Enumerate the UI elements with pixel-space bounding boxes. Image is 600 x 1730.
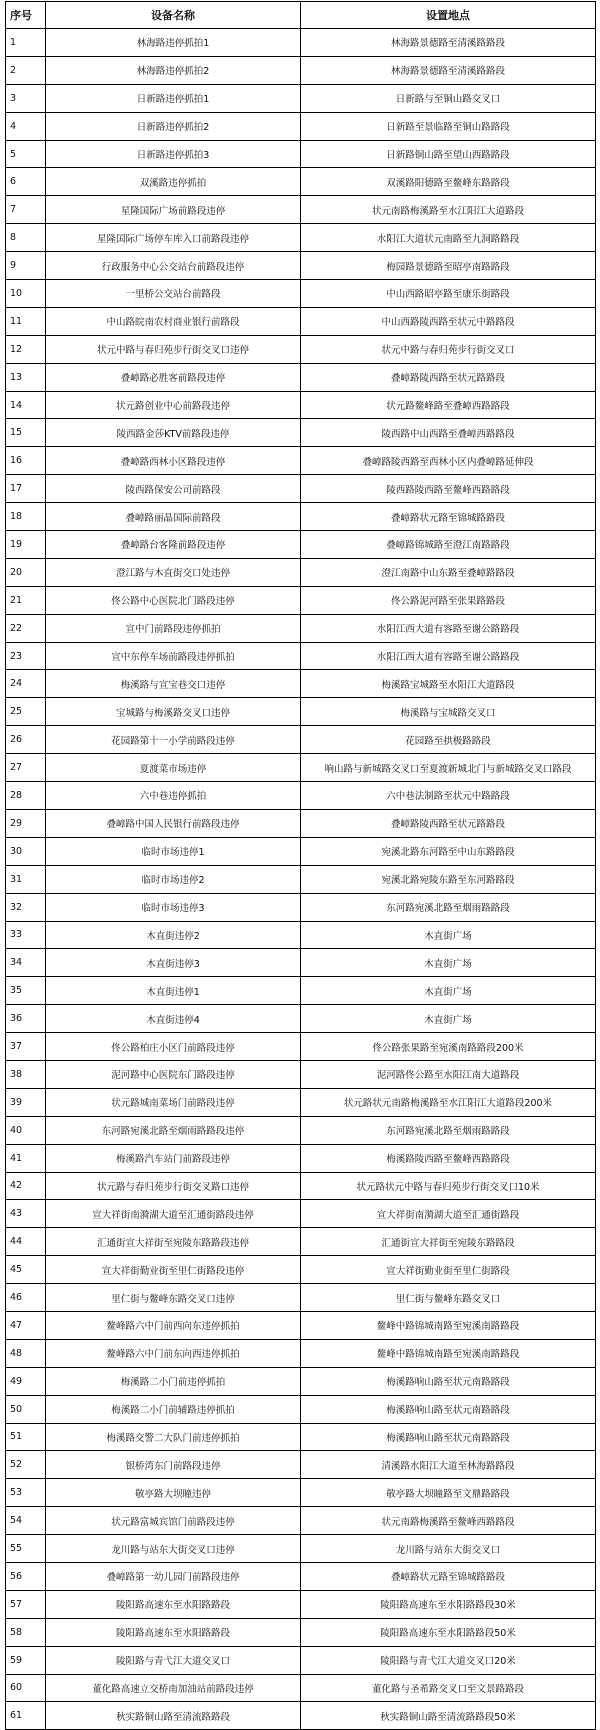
row-location: 龙川路与站东大街交叉口 bbox=[301, 1535, 596, 1563]
row-index: 11 bbox=[6, 307, 46, 335]
row-device-name: 状元路城南菜场门前路段违停 bbox=[46, 1088, 301, 1116]
table-row bbox=[6, 809, 596, 837]
row-location: 叠嶂路状元路至锦城路路段 bbox=[301, 1562, 596, 1590]
row-device-name: 陵西路金莎KTV前路段违停 bbox=[46, 419, 301, 447]
row-location: 梅溪路响山路至状元南路路段 bbox=[301, 1367, 596, 1395]
table-row bbox=[6, 642, 596, 670]
row-device-name: 宣大祥街南漪湖大道至汇通街路段违停 bbox=[46, 1200, 301, 1228]
row-index: 5 bbox=[6, 140, 46, 168]
table-row bbox=[6, 280, 596, 308]
row-device-name: 梅溪路二小门前辅路违停抓拍 bbox=[46, 1395, 301, 1423]
row-index: 36 bbox=[6, 1005, 46, 1033]
row-device-name: 梅溪路交警二大队门前违停抓拍 bbox=[46, 1423, 301, 1451]
row-location: 状元南路梅溪路至水江阳江大道路段 bbox=[301, 196, 596, 224]
row-index: 50 bbox=[6, 1395, 46, 1423]
row-device-name: 叠嶂路台客隆前路段违停 bbox=[46, 531, 301, 559]
row-device-name: 临时市场违停2 bbox=[46, 865, 301, 893]
row-index: 24 bbox=[6, 670, 46, 698]
table-row bbox=[6, 1088, 596, 1116]
row-location: 木直街广场 bbox=[301, 921, 596, 949]
table-row bbox=[6, 1423, 596, 1451]
table-row bbox=[6, 1060, 596, 1088]
row-location: 清溪路水阳江大道至林海路路段 bbox=[301, 1451, 596, 1479]
row-index: 27 bbox=[6, 754, 46, 782]
row-index: 43 bbox=[6, 1200, 46, 1228]
row-device-name: 叠嶂路西林小区路段违停 bbox=[46, 447, 301, 475]
row-device-name: 宝城路与梅溪路交叉口违停 bbox=[46, 698, 301, 726]
row-device-name: 梅溪路与宣宝巷交口违停 bbox=[46, 670, 301, 698]
row-location: 日新路铜山路至望山西路路段 bbox=[301, 140, 596, 168]
row-location: 双溪路阳德路至鳌峰东路路段 bbox=[301, 168, 596, 196]
row-index: 57 bbox=[6, 1590, 46, 1618]
row-index: 39 bbox=[6, 1088, 46, 1116]
row-location: 秋实路铜山路至清流路路段50米 bbox=[301, 1702, 596, 1730]
row-device-name: 佟公路中心医院北门路段违停 bbox=[46, 586, 301, 614]
row-device-name: 宣中东停车场前路段违停抓拍 bbox=[46, 642, 301, 670]
header-device-name: 设备名称 bbox=[46, 2, 301, 29]
row-device-name: 叠嶂路必胜客前路段违停 bbox=[46, 363, 301, 391]
row-device-name: 里仁街与鳌峰东路交叉口违停 bbox=[46, 1284, 301, 1312]
table-row bbox=[6, 140, 596, 168]
table-row bbox=[6, 949, 596, 977]
row-index: 7 bbox=[6, 196, 46, 224]
row-device-name: 叠嶂路第一幼儿园门前路段违停 bbox=[46, 1562, 301, 1590]
row-device-name: 秋实路铜山路至清流路路段 bbox=[46, 1702, 301, 1730]
row-index: 29 bbox=[6, 809, 46, 837]
row-location: 响山路与新城路交叉口至夏渡新城北门与新城路交叉口路段 bbox=[301, 754, 596, 782]
row-index: 6 bbox=[6, 168, 46, 196]
row-index: 26 bbox=[6, 726, 46, 754]
table-row bbox=[6, 614, 596, 642]
table-row bbox=[6, 1172, 596, 1200]
row-location: 状元路状元中路与春归苑步行街交叉口10米 bbox=[301, 1172, 596, 1200]
table-row bbox=[6, 224, 596, 252]
table-row bbox=[6, 168, 596, 196]
row-index: 1 bbox=[6, 29, 46, 57]
table-row bbox=[6, 503, 596, 531]
row-index: 32 bbox=[6, 893, 46, 921]
table-row bbox=[6, 335, 596, 363]
row-index: 48 bbox=[6, 1339, 46, 1367]
row-device-name: 陵西路保安公司前路段 bbox=[46, 475, 301, 503]
row-index: 30 bbox=[6, 837, 46, 865]
table-header-row bbox=[6, 2, 596, 29]
table-row bbox=[6, 837, 596, 865]
table-row bbox=[6, 1395, 596, 1423]
row-location: 状元南路梅溪路至鳌峰西路路段 bbox=[301, 1507, 596, 1535]
row-device-name: 行政服务中心公交站台前路段违停 bbox=[46, 252, 301, 280]
row-index: 51 bbox=[6, 1423, 46, 1451]
row-device-name: 鳌峰路六中门前东向西违停抓拍 bbox=[46, 1339, 301, 1367]
table-row bbox=[6, 1562, 596, 1590]
row-location: 林海路景德路至清溪路路段 bbox=[301, 29, 596, 57]
row-device-name: 东河路宛溪北路至烟雨路路段违停 bbox=[46, 1116, 301, 1144]
row-location: 陵阳路高速东至水阳路路段30米 bbox=[301, 1590, 596, 1618]
row-location: 汇通街宣大祥街至宛陵东路路段 bbox=[301, 1228, 596, 1256]
row-location: 日新路与至铜山路交叉口 bbox=[301, 84, 596, 112]
row-location: 东河路宛溪北路至烟雨路路段 bbox=[301, 893, 596, 921]
row-location: 宣大祥街南漪湖大道至汇通街路段 bbox=[301, 1200, 596, 1228]
row-index: 34 bbox=[6, 949, 46, 977]
row-location: 敬亭路大坝瞳路至文鼎路路段 bbox=[301, 1479, 596, 1507]
row-index: 2 bbox=[6, 56, 46, 84]
row-device-name: 双溪路违停抓拍 bbox=[46, 168, 301, 196]
table-row bbox=[6, 1479, 596, 1507]
row-index: 49 bbox=[6, 1367, 46, 1395]
row-device-name: 鳌峰路六中门前西向东违停抓拍 bbox=[46, 1311, 301, 1339]
row-index: 16 bbox=[6, 447, 46, 475]
table-row bbox=[6, 1535, 596, 1563]
row-location: 鳌峰中路锦城南路至宛溪南路路段 bbox=[301, 1339, 596, 1367]
row-device-name: 木直街违停1 bbox=[46, 977, 301, 1005]
table-row bbox=[6, 447, 596, 475]
row-location: 佟公路张果路至宛溪南路路段200米 bbox=[301, 1033, 596, 1061]
row-location: 状元中路与春归苑步行街交叉口 bbox=[301, 335, 596, 363]
row-location: 鳌峰中路锦城南路至宛溪南路路段 bbox=[301, 1311, 596, 1339]
row-location: 状元路状元南路梅溪路至水江阳江大道路段200米 bbox=[301, 1088, 596, 1116]
row-location: 叠嶂路陵西路至状元路路段 bbox=[301, 363, 596, 391]
row-device-name: 状元路创业中心前路段违停 bbox=[46, 391, 301, 419]
row-device-name: 日新路违停抓拍2 bbox=[46, 112, 301, 140]
table-row bbox=[6, 1284, 596, 1312]
row-index: 37 bbox=[6, 1033, 46, 1061]
table-row bbox=[6, 1200, 596, 1228]
row-location: 六中巷法制路至状元中路路段 bbox=[301, 782, 596, 810]
row-index: 18 bbox=[6, 503, 46, 531]
table-row bbox=[6, 1507, 596, 1535]
table-row bbox=[6, 1451, 596, 1479]
table-row bbox=[6, 1702, 596, 1730]
table-row bbox=[6, 726, 596, 754]
row-device-name: 星隆国际广场前路段违停 bbox=[46, 196, 301, 224]
table-row bbox=[6, 558, 596, 586]
row-index: 22 bbox=[6, 614, 46, 642]
row-location: 宛溪北路东河路至中山东路路段 bbox=[301, 837, 596, 865]
row-device-name: 中山路皖南农村商业银行前路段 bbox=[46, 307, 301, 335]
table-row bbox=[6, 1367, 596, 1395]
row-location: 水阳江西大道有容路至谢公路路段 bbox=[301, 614, 596, 642]
row-index: 31 bbox=[6, 865, 46, 893]
table-row bbox=[6, 84, 596, 112]
row-location: 木直街广场 bbox=[301, 1005, 596, 1033]
row-location: 水阳江大道状元南路至九洞路路段 bbox=[301, 224, 596, 252]
table-row bbox=[6, 1144, 596, 1172]
table-row bbox=[6, 112, 596, 140]
row-device-name: 叠嶂路丽晶国际前路段 bbox=[46, 503, 301, 531]
table-row bbox=[6, 921, 596, 949]
row-device-name: 泥河路中心医院东门路段违停 bbox=[46, 1060, 301, 1088]
table-row bbox=[6, 531, 596, 559]
row-index: 47 bbox=[6, 1311, 46, 1339]
row-index: 23 bbox=[6, 642, 46, 670]
row-index: 41 bbox=[6, 1144, 46, 1172]
row-index: 54 bbox=[6, 1507, 46, 1535]
row-device-name: 临时市场违停3 bbox=[46, 893, 301, 921]
row-index: 40 bbox=[6, 1116, 46, 1144]
row-device-name: 澄江路与木直街交口处违停 bbox=[46, 558, 301, 586]
row-index: 19 bbox=[6, 531, 46, 559]
table-body bbox=[6, 29, 596, 1730]
row-device-name: 宣中门前路段违停抓拍 bbox=[46, 614, 301, 642]
row-location: 陵西路陵西路至鳌峰西路路段 bbox=[301, 475, 596, 503]
table-row bbox=[6, 1033, 596, 1061]
row-location: 宣大祥街勤业街至里仁街路段 bbox=[301, 1256, 596, 1284]
row-index: 14 bbox=[6, 391, 46, 419]
row-index: 60 bbox=[6, 1674, 46, 1702]
row-device-name: 陵阳路高速东至水阳路路段 bbox=[46, 1618, 301, 1646]
row-device-name: 临时市场违停1 bbox=[46, 837, 301, 865]
row-location: 叠嶂路陵西路至西林小区内叠嶂路延伸段 bbox=[301, 447, 596, 475]
row-device-name: 花园路第十一小学前路段违停 bbox=[46, 726, 301, 754]
row-index: 52 bbox=[6, 1451, 46, 1479]
table-row bbox=[6, 1674, 596, 1702]
table-row bbox=[6, 893, 596, 921]
header-location: 设置地点 bbox=[301, 2, 596, 29]
row-location: 状元路鳌峰路至叠嶂西路路段 bbox=[301, 391, 596, 419]
row-device-name: 梅溪路汽车站门前路段违停 bbox=[46, 1144, 301, 1172]
row-index: 56 bbox=[6, 1562, 46, 1590]
table-row bbox=[6, 754, 596, 782]
table-row bbox=[6, 252, 596, 280]
row-index: 38 bbox=[6, 1060, 46, 1088]
row-device-name: 陵阳路与青弋江大道交叉口 bbox=[46, 1646, 301, 1674]
table-row bbox=[6, 391, 596, 419]
row-location: 梅溪路宝城路至水阳江大道路段 bbox=[301, 670, 596, 698]
row-location: 中山西路昭亭路至康乐街路段 bbox=[301, 280, 596, 308]
table-row bbox=[6, 1311, 596, 1339]
row-device-name: 汇通街宣大祥街至宛陵东路路段违停 bbox=[46, 1228, 301, 1256]
row-device-name: 夏渡菜市场违停 bbox=[46, 754, 301, 782]
row-index: 10 bbox=[6, 280, 46, 308]
row-device-name: 龙川路与站东大街交叉口违停 bbox=[46, 1535, 301, 1563]
row-device-name: 梅溪路二小门前违停抓拍 bbox=[46, 1367, 301, 1395]
row-location: 木直街广场 bbox=[301, 977, 596, 1005]
row-location: 梅溪路与宝城路交叉口 bbox=[301, 698, 596, 726]
row-index: 45 bbox=[6, 1256, 46, 1284]
table-row bbox=[6, 1590, 596, 1618]
table-row bbox=[6, 1646, 596, 1674]
row-device-name: 银桥湾东门前路段违停 bbox=[46, 1451, 301, 1479]
row-device-name: 董化路高速立交桥南加油站前路段违停 bbox=[46, 1674, 301, 1702]
row-location: 中山西路陵西路至状元中路路段 bbox=[301, 307, 596, 335]
row-index: 35 bbox=[6, 977, 46, 1005]
row-device-name: 星隆国际广场停车库入口前路段违停 bbox=[46, 224, 301, 252]
row-index: 28 bbox=[6, 782, 46, 810]
row-location: 花园路至拱极路路段 bbox=[301, 726, 596, 754]
table-row bbox=[6, 363, 596, 391]
row-index: 15 bbox=[6, 419, 46, 447]
device-table bbox=[5, 1, 596, 1730]
row-index: 3 bbox=[6, 84, 46, 112]
row-location: 泥河路佟公路至水阳江南大道路段 bbox=[301, 1060, 596, 1088]
row-index: 33 bbox=[6, 921, 46, 949]
table-row bbox=[6, 782, 596, 810]
table-row bbox=[6, 196, 596, 224]
row-device-name: 敬亭路大坝瞳违停 bbox=[46, 1479, 301, 1507]
table-row bbox=[6, 586, 596, 614]
table-row bbox=[6, 977, 596, 1005]
row-index: 21 bbox=[6, 586, 46, 614]
row-index: 17 bbox=[6, 475, 46, 503]
row-location: 叠嶂路状元路至锦城路路段 bbox=[301, 503, 596, 531]
device-table-container bbox=[5, 1, 596, 1730]
table-row bbox=[6, 56, 596, 84]
row-device-name: 日新路违停抓拍3 bbox=[46, 140, 301, 168]
table-row bbox=[6, 1116, 596, 1144]
row-device-name: 日新路违停抓拍1 bbox=[46, 84, 301, 112]
header-index: 序号 bbox=[6, 2, 46, 29]
row-index: 8 bbox=[6, 224, 46, 252]
row-index: 53 bbox=[6, 1479, 46, 1507]
row-location: 陵西路中山西路至叠嶂西路路段 bbox=[301, 419, 596, 447]
row-location: 陵阳路高速东至水阳路路段50米 bbox=[301, 1618, 596, 1646]
row-device-name: 佟公路柏庄小区门前路段违停 bbox=[46, 1033, 301, 1061]
row-index: 13 bbox=[6, 363, 46, 391]
row-index: 9 bbox=[6, 252, 46, 280]
row-device-name: 叠嶂路中国人民银行前路段违停 bbox=[46, 809, 301, 837]
table-row bbox=[6, 670, 596, 698]
row-location: 梅园路景德路至昭亭南路路段 bbox=[301, 252, 596, 280]
row-index: 12 bbox=[6, 335, 46, 363]
row-location: 佟公路泥河路至张果路路段 bbox=[301, 586, 596, 614]
row-index: 55 bbox=[6, 1535, 46, 1563]
row-location: 水阳江西大道有容路至谢公路路段 bbox=[301, 642, 596, 670]
row-device-name: 林海路违停抓拍1 bbox=[46, 29, 301, 57]
table-row bbox=[6, 1339, 596, 1367]
row-device-name: 陵阳路高速东至水阳路路段 bbox=[46, 1590, 301, 1618]
row-device-name: 一里桥公交站台前路段 bbox=[46, 280, 301, 308]
row-device-name: 状元路与春归苑步行街交叉路口违停 bbox=[46, 1172, 301, 1200]
row-location: 陵阳路与青弋江大道交叉口20米 bbox=[301, 1646, 596, 1674]
row-location: 董化路与圣希路交叉口至文景路路段 bbox=[301, 1674, 596, 1702]
table-row bbox=[6, 1228, 596, 1256]
row-device-name: 状元路富城宾馆门前路段违停 bbox=[46, 1507, 301, 1535]
table-row bbox=[6, 419, 596, 447]
row-location: 宛溪北路宛陵东路至东河路路段 bbox=[301, 865, 596, 893]
row-device-name: 六中巷违停抓拍 bbox=[46, 782, 301, 810]
row-location: 叠嶂路锦城路至澄江南路路段 bbox=[301, 531, 596, 559]
row-location: 林海路景德路至清溪路路段 bbox=[301, 56, 596, 84]
table-row bbox=[6, 307, 596, 335]
row-index: 20 bbox=[6, 558, 46, 586]
row-location: 梅溪路陵西路至鳌峰西路路段 bbox=[301, 1144, 596, 1172]
row-device-name: 木直街违停4 bbox=[46, 1005, 301, 1033]
row-location: 澄江南路中山东路至叠嶂路路段 bbox=[301, 558, 596, 586]
row-index: 25 bbox=[6, 698, 46, 726]
table-row bbox=[6, 1005, 596, 1033]
table-row bbox=[6, 475, 596, 503]
row-index: 61 bbox=[6, 1702, 46, 1730]
row-location: 叠嶂路陵西路至状元路路段 bbox=[301, 809, 596, 837]
row-device-name: 宣大祥街勤业街至里仁街路段违停 bbox=[46, 1256, 301, 1284]
row-index: 46 bbox=[6, 1284, 46, 1312]
table-row bbox=[6, 1618, 596, 1646]
row-device-name: 状元中路与春归苑步行街交叉口违停 bbox=[46, 335, 301, 363]
row-device-name: 木直街违停2 bbox=[46, 921, 301, 949]
table-row bbox=[6, 29, 596, 57]
row-index: 42 bbox=[6, 1172, 46, 1200]
row-device-name: 林海路违停抓拍2 bbox=[46, 56, 301, 84]
row-location: 梅溪路响山路至状元南路路段 bbox=[301, 1395, 596, 1423]
row-location: 里仁街与鳌峰东路交叉口 bbox=[301, 1284, 596, 1312]
table-row bbox=[6, 698, 596, 726]
table-row bbox=[6, 865, 596, 893]
row-location: 东河路宛溪北路至烟雨路路段 bbox=[301, 1116, 596, 1144]
row-index: 44 bbox=[6, 1228, 46, 1256]
row-index: 4 bbox=[6, 112, 46, 140]
row-device-name: 木直街违停3 bbox=[46, 949, 301, 977]
row-location: 梅溪路响山路至状元南路路段 bbox=[301, 1423, 596, 1451]
row-location: 木直街广场 bbox=[301, 949, 596, 977]
table-row bbox=[6, 1256, 596, 1284]
row-index: 59 bbox=[6, 1646, 46, 1674]
row-location: 日新路至景临路至铜山路路段 bbox=[301, 112, 596, 140]
row-index: 58 bbox=[6, 1618, 46, 1646]
